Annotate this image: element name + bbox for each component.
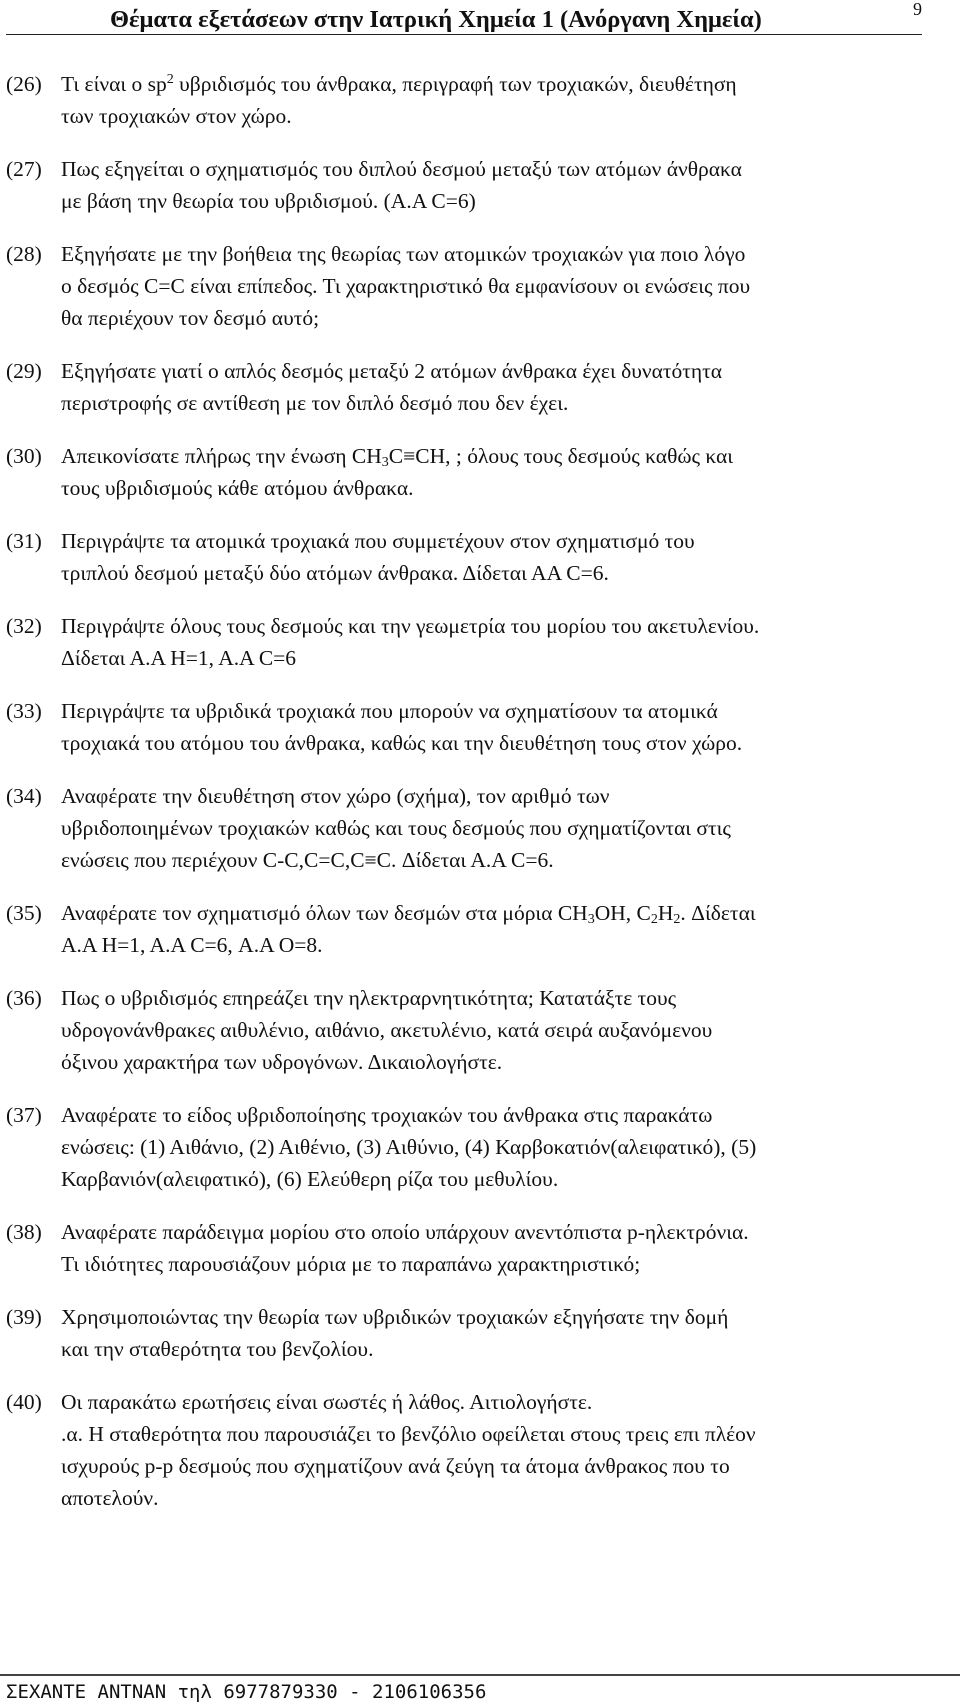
question-number: (29) (6, 359, 42, 383)
question-list (6, 60, 906, 1514)
page-header (0, 0, 960, 60)
question-number: (33) (6, 699, 42, 723)
question-number: (38) (6, 1220, 42, 1244)
subscript: 3 (587, 912, 595, 927)
question-33 (6, 695, 906, 759)
question-line: και την σταθερότητα του βενζολίου. (61, 1337, 374, 1361)
question-40 (6, 1386, 906, 1514)
question-number: (30) (6, 444, 42, 468)
question-37 (6, 1099, 906, 1195)
question-27 (6, 153, 906, 217)
question-39 (6, 1301, 906, 1365)
question-29 (6, 355, 906, 419)
text-run: OH, C (594, 901, 651, 925)
question-line: περιστροφής σε αντίθεση με τον διπλό δεσμό που δεν έχει. (61, 391, 569, 415)
question-number: (34) (6, 784, 42, 808)
question-line: Οι παρακάτω ερωτήσεις είναι σωστές ή λάθος. Αιτιολογήστε. (61, 1390, 593, 1414)
question-line: Α.Α Η=1, Α.Α C=6, Α.Α O=8. (61, 933, 323, 957)
question-line (61, 68, 906, 100)
text-run: H (657, 901, 674, 925)
question-line: ο δεσμός C=C είναι επίπεδος. Τι χαρακτηριστικό θα εμφανίσουν οι ενώσεις που (61, 274, 751, 298)
footer-divider (0, 1674, 960, 1676)
question-line: Εξηγήσατε με την βοήθεια της θεωρίας των ατομικών τροχιακών για ποιο λόγο (61, 242, 746, 266)
question-28 (6, 238, 906, 334)
question-line: υδρογονάνθρακες αιθυλένιο, αιθάνιο, ακετυλένιο, κατά σειρά αυξανόμενου (61, 1018, 713, 1042)
question-number: (37) (6, 1103, 42, 1127)
question-38 (6, 1216, 906, 1280)
question-line: Δίδεται Α.Α Η=1, Α.Α C=6 (61, 646, 297, 670)
question-line: ισχυρούς p-p δεσμούς που σχηματίζουν ανά ζεύγη τα άτομα άνθρακος που το (61, 1454, 730, 1478)
question-line: Πως εξηγείται ο σχηματισμός του διπλού δεσμού μεταξύ των ατόμων άνθρακα (61, 157, 742, 181)
question-line: τους υβριδισμούς κάθε ατόμου άνθρακα. (61, 476, 414, 500)
text-run: C≡CH, ; όλους τους δεσμούς καθώς και (388, 444, 734, 468)
question-line: Καρβανιόν(αλειφατικό), (6) Ελεύθερη ρίζα του μεθυλίου. (61, 1167, 559, 1191)
question-line (61, 440, 906, 472)
question-35 (6, 897, 906, 961)
question-line: Τι ιδιότητες παρουσιάζουν μόρια με το παραπάνω χαρακτηριστικό; (61, 1252, 641, 1276)
question-line: με βάση την θεωρία του υβριδισμού. (Α.Α C=6) (61, 189, 476, 213)
question-line: τροχιακά του ατόμου του άνθρακα, καθώς και την διευθέτηση τους στον χώρο. (61, 731, 743, 755)
question-line: τριπλού δεσμού μεταξύ δύο ατόμων άνθρακα. Δίδεται ΑΑ C=6. (61, 561, 609, 585)
question-line: Εξηγήσατε γιατί ο απλός δεσμός μεταξύ 2 ατόμων άνθρακα έχει δυνατότητα (61, 359, 723, 383)
question-number: (27) (6, 157, 42, 181)
question-number: (31) (6, 529, 42, 553)
question-line: Περιγράψτε τα ατομικά τροχιακά που συμμετέχουν στον σχηματισμό του (61, 529, 695, 553)
question-line: ενώσεις που περιέχουν C-C,C=C,C≡C. Δίδεται Α.Α C=6. (61, 848, 554, 872)
question-number: (28) (6, 242, 42, 266)
question-line: υβριδοποιημένων τροχιακών καθώς και τους δεσμούς που σχηματίζονται στις (61, 816, 731, 840)
text-run: Τι είναι ο sp (61, 72, 167, 96)
question-line: ενώσεις: (1) Αιθάνιο, (2) Αιθένιο, (3) Αιθύνιο, (4) Καρβοκατιόν(αλειφατικό), (5) (61, 1135, 757, 1159)
question-line: θα περιέχουν τον δεσμό αυτό; (61, 306, 320, 330)
question-26 (6, 68, 906, 132)
question-number: (36) (6, 986, 42, 1010)
question-line: Αναφέρατε την διευθέτηση στον χώρο (σχήμα), τον αριθμό των (61, 784, 610, 808)
question-34 (6, 780, 906, 876)
question-line: αποτελούν. (61, 1486, 159, 1510)
question-number: (32) (6, 614, 42, 638)
question-line (61, 897, 906, 929)
superscript: 2 (166, 72, 174, 87)
question-number: (39) (6, 1305, 42, 1329)
question-line: των τροχιακών στον χώρο. (61, 104, 292, 128)
question-line: Περιγράψτε τα υβριδικά τροχιακά που μπορούν να σχηματίσουν τα ατομικά (61, 699, 718, 723)
page-footer (0, 1674, 960, 1704)
text-run: Απεικονίσατε πλήρως την ένωση CH (61, 444, 382, 468)
question-32 (6, 610, 906, 674)
text-run: . Δίδεται (680, 901, 756, 925)
page-number: 9 (913, 0, 922, 19)
question-line: Αναφέρατε παράδειγμα μορίου στο οποίο υπάρχουν ανεντόπιστα p-ηλεκτρόνια. (61, 1220, 749, 1244)
page-title: Θέματα εξετάσεων στην Ιατρική Χημεία 1 (Ανόργανη Χημεία) (110, 6, 762, 33)
subscript: 3 (381, 455, 389, 470)
question-line: όξινου χαρακτήρα των υδρογόνων. Δικαιολογήστε. (61, 1050, 503, 1074)
question-line: Περιγράψτε όλους τους δεσμούς και την γεωμετρία του μορίου του ακετυλενίου. (61, 614, 760, 638)
question-31 (6, 525, 906, 589)
text-run: Αναφέρατε τον σχηματισμό όλων των δεσμών στα μόρια CH (61, 901, 588, 925)
contact-info: ΣΕΧΑΝΤΕ ΑΝΤΝΑΝ τηλ 6977879330 - 2106106356 (6, 1681, 487, 1703)
question-line: Χρησιμοποιώντας την θεωρία των υβριδικών τροχιακών εξηγήσατε την δομή (61, 1305, 729, 1329)
question-line: Αναφέρατε το είδος υβριδοποίησης τροχιακών του άνθρακα στις παρακάτω (61, 1103, 713, 1127)
subscript: 2 (650, 912, 658, 927)
question-36 (6, 982, 906, 1078)
question-line: Πως ο υβριδισμός επηρεάζει την ηλεκτραρνητικότητα; Κατατάξτε τους (61, 986, 677, 1010)
question-30 (6, 440, 906, 504)
question-number: (40) (6, 1390, 42, 1414)
question-number: (35) (6, 901, 42, 925)
text-run: υβριδισμός του άνθρακα, περιγραφή των τροχιακών, διευθέτηση (173, 72, 737, 96)
question-number: (26) (6, 72, 42, 96)
subscript: 2 (673, 912, 681, 927)
header-divider (6, 34, 922, 35)
question-line: .α. Η σταθερότητα που παρουσιάζει το βενζόλιο οφείλεται στους τρεις επι πλέον (61, 1422, 756, 1446)
